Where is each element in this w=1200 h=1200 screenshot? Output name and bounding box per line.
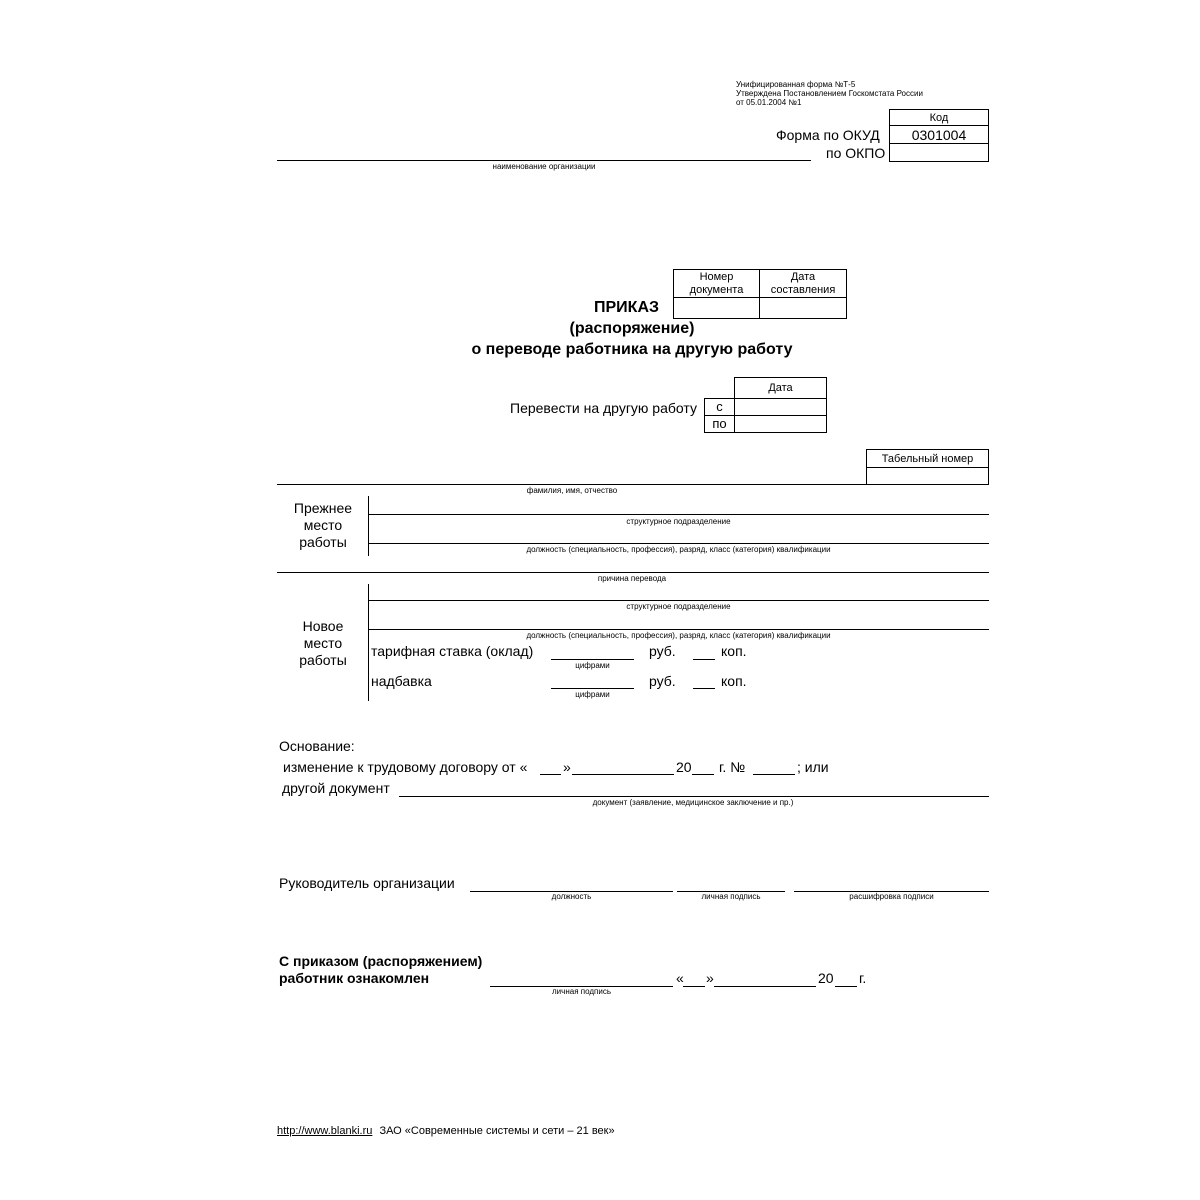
footer-url-link[interactable]: http://www.blanki.ru bbox=[277, 1125, 373, 1137]
rate-label: тарифная ставка (оклад) bbox=[371, 643, 534, 659]
previous-unit-line[interactable] bbox=[368, 514, 989, 515]
bonus-label: надбавка bbox=[371, 673, 432, 689]
fio-caption: фамилия, имя, отчество bbox=[526, 486, 618, 495]
contract-number-field[interactable] bbox=[753, 774, 795, 775]
title-subject: о переводе работника на другую работу bbox=[471, 341, 793, 358]
previous-unit-caption: структурное подразделение bbox=[626, 517, 731, 526]
contract-quote-close: » bbox=[563, 759, 571, 775]
rate-rub: руб. bbox=[649, 643, 676, 659]
transfer-date-label: Дата bbox=[768, 382, 793, 394]
transfer-to-label-cell bbox=[704, 415, 735, 433]
ack-year-prefix: 20 bbox=[818, 970, 834, 986]
transfer-from-label-cell bbox=[704, 398, 735, 416]
contract-year-field[interactable] bbox=[692, 774, 714, 775]
ack-line-1: С приказом (распоряжением) bbox=[279, 953, 483, 969]
ack-year-suffix: г. bbox=[859, 970, 867, 986]
head-label: Руководитель организации bbox=[279, 875, 455, 891]
doc-date-cell[interactable] bbox=[759, 297, 847, 319]
okpo-label: по ОКПО bbox=[826, 145, 886, 161]
doc-number-cell[interactable] bbox=[673, 297, 760, 319]
contract-day-field[interactable] bbox=[540, 774, 561, 775]
doc-number-header bbox=[673, 269, 760, 298]
or-text: ; или bbox=[797, 759, 829, 775]
form-line-3: от 05.01.2004 №1 bbox=[736, 98, 802, 107]
contract-month-field[interactable] bbox=[572, 774, 674, 775]
form-line-1: Унифицированная форма №Т-5 bbox=[736, 80, 856, 89]
fio-line[interactable] bbox=[277, 484, 989, 485]
new-position-caption: должность (специальность, профессия), разряд, класс (категория) квалификации bbox=[526, 631, 831, 640]
title-prikaz: ПРИКАЗ bbox=[594, 299, 660, 316]
bonus-kop: коп. bbox=[721, 673, 747, 689]
tab-number-label: Табельный номер bbox=[881, 453, 974, 465]
rate-digits-field[interactable] bbox=[551, 659, 634, 660]
head-position-caption: должность bbox=[551, 892, 592, 901]
ack-quote-open: « bbox=[676, 970, 684, 986]
head-decoding-caption: расшифровка подписи bbox=[849, 892, 934, 901]
new-label: Новое место работы bbox=[299, 618, 347, 668]
reason-caption: причина перевода bbox=[597, 574, 667, 583]
doc-number-label: Номер документа bbox=[689, 271, 744, 296]
code-header-cell bbox=[889, 109, 989, 126]
bonus-kop-field[interactable] bbox=[693, 688, 715, 689]
organization-name-line[interactable] bbox=[277, 160, 811, 161]
bonus-digits-caption: цифрами bbox=[575, 690, 610, 699]
doc-date-header bbox=[759, 269, 847, 298]
basis-label: Основание: bbox=[279, 738, 355, 754]
transfer-from-label: с bbox=[716, 399, 723, 414]
rate-digits-caption: цифрами bbox=[575, 661, 610, 670]
tab-number-header bbox=[866, 449, 989, 468]
form-line-2: Утверждена Постановлением Госкомстата России bbox=[736, 89, 923, 98]
rate-kop: коп. bbox=[721, 643, 747, 659]
previous-label: Прежнее место работы bbox=[293, 500, 353, 550]
ack-line-2: работник ознакомлен bbox=[279, 970, 430, 986]
footer bbox=[277, 1125, 615, 1137]
transfer-label: Перевести на другую работу bbox=[510, 400, 697, 416]
okud-value-cell[interactable] bbox=[889, 125, 989, 144]
contract-year-prefix: 20 bbox=[676, 759, 692, 775]
bonus-digits-field[interactable] bbox=[551, 688, 634, 689]
organization-caption: наименование организации bbox=[492, 162, 596, 171]
transfer-from-date[interactable] bbox=[734, 398, 827, 416]
okud-label: Форма по ОКУД bbox=[776, 127, 880, 143]
ack-month-field[interactable] bbox=[714, 986, 816, 987]
ack-quote-close: » bbox=[706, 970, 714, 986]
okpo-value-cell[interactable] bbox=[889, 143, 989, 162]
other-doc-label: другой документ bbox=[282, 780, 390, 796]
reason-line[interactable] bbox=[277, 572, 989, 573]
new-unit-line[interactable] bbox=[368, 600, 989, 601]
ack-signature-caption: личная подпись bbox=[552, 987, 611, 996]
rate-kop-field[interactable] bbox=[693, 659, 715, 660]
contract-number-label: г. № bbox=[719, 759, 746, 775]
transfer-to-date[interactable] bbox=[734, 415, 827, 433]
footer-company: ЗАО «Современные системы и сети – 21 век» bbox=[379, 1125, 615, 1137]
title-rasporyazhenie: (распоряжение) bbox=[569, 320, 695, 337]
other-doc-line[interactable] bbox=[399, 796, 989, 797]
previous-position-line[interactable] bbox=[368, 543, 989, 544]
previous-position-caption: должность (специальность, профессия), разряд, класс (категория) квалификации bbox=[526, 545, 831, 554]
ack-year-field[interactable] bbox=[835, 986, 857, 987]
new-unit-caption: структурное подразделение bbox=[626, 602, 731, 611]
other-doc-caption: документ (заявление, медицинское заключение и пр.) bbox=[592, 798, 794, 807]
form-approval-note bbox=[736, 80, 923, 107]
ack-day-field[interactable] bbox=[683, 986, 705, 987]
code-label: Код bbox=[929, 112, 949, 124]
head-signature-caption: личная подпись bbox=[701, 892, 761, 901]
doc-date-label: Дата составления bbox=[770, 271, 836, 296]
bonus-rub: руб. bbox=[649, 673, 676, 689]
okud-value: 0301004 bbox=[911, 127, 967, 143]
transfer-to-label: по bbox=[712, 416, 727, 431]
transfer-date-header bbox=[734, 377, 827, 399]
contract-prefix: изменение к трудовому договору от « bbox=[283, 759, 528, 775]
tab-number-cell[interactable] bbox=[866, 467, 989, 485]
new-position-line[interactable] bbox=[368, 629, 989, 630]
